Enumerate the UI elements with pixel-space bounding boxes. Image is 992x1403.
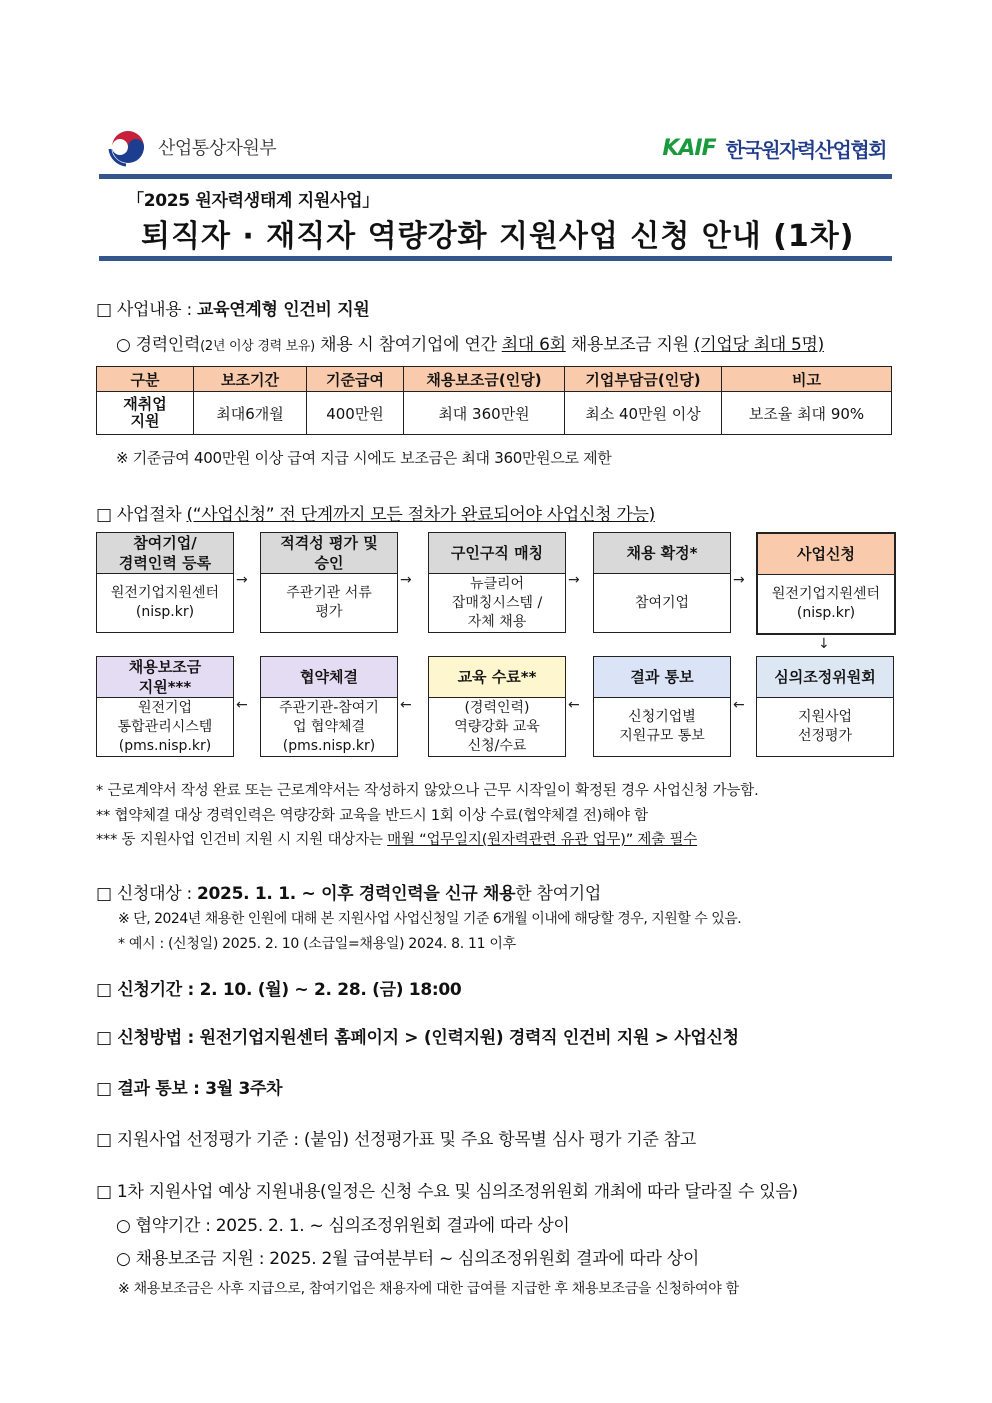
footnote-3: *** 동 지원사업 인건비 지원 시 지원 대상자는 매월 “업무일지(원자력관련 유관 업무)” 제출 필수 (96, 832, 698, 848)
expected-item-2: ○ 채용보조금 지원 : 2025. 2월 급여분부터 ~ 심의조정위원회 결과에 따라 상이 (116, 1249, 700, 1269)
step-education (428, 656, 566, 757)
step-hiring (593, 532, 731, 633)
step-notify (593, 656, 731, 757)
arrow-right-icon: → (400, 572, 412, 588)
target-note-2: * 예시 : (신청일) 2025. 2. 10 (소급일=채용일) 2024. 8. 11 이후 (118, 936, 516, 952)
step-matching-title: 구인구직 매칭 (429, 533, 565, 574)
table-header: 보조기간 (194, 367, 307, 392)
kaif-name: 한국원자력산업협회 (725, 138, 886, 162)
step-subsidy (96, 656, 234, 757)
step-eligibility-title: 적격성 평가 및 승인 (261, 533, 397, 574)
kaif-mark: KAIF (662, 136, 716, 161)
step-hiring-title: 채용 확정* (594, 533, 730, 574)
table-header: 구분 (97, 367, 194, 392)
table-header: 기준급여 (307, 367, 404, 392)
step-hiring-body: 참여기업 (634, 594, 690, 611)
step-agreement-body: 주관기관-참여기 업 협약체결 (pms.nisp.kr) (279, 699, 379, 754)
section-business-content: □ 사업내용 : 교육연계형 인건비 지원 (96, 300, 370, 320)
table-cell: 최대6개월 (194, 392, 307, 435)
table-cell: 400만원 (307, 392, 404, 435)
step-apply-title: 사업신청 (758, 534, 894, 575)
table-header: 기업부담금(인당) (565, 367, 722, 392)
taegeuk-emblem-icon (106, 125, 150, 169)
ministry-logo (106, 125, 276, 169)
step-register (96, 532, 234, 633)
step-register-body: 원전기업지원센터 (nisp.kr) (110, 585, 220, 620)
step-education-title: 교육 수료** (429, 657, 565, 698)
step-agreement-title: 협약체결 (261, 657, 397, 698)
section-method: □ 신청방법 : 원전기업지원센터 홈페이지 > (인력지원) 경력직 인건비 지원 > 사업신청 (96, 1028, 739, 1048)
header-rule-bottom (99, 256, 892, 261)
section-period: □ 신청기간 : 2. 10. (월) ~ 2. 28. (금) 18:00 (96, 980, 462, 1000)
arrow-right-icon: → (236, 572, 248, 588)
arrow-left-icon: ← (400, 697, 412, 713)
table-header-row (97, 367, 892, 392)
table-cell: 보조율 최대 90% (722, 392, 892, 435)
footnote-1: * 근로계약서 작성 완료 또는 근로계약서는 작성하지 않았으나 근무 시작일이 확정된 경우 사업신청 가능함. (96, 783, 759, 799)
step-committee-title: 심의조정위원회 (757, 657, 893, 698)
table-note: ※ 기준금여 400만원 이상 급여 지급 시에도 보조금은 최대 360만원으로 제한 (116, 449, 612, 467)
table-cell: 최소 40만원 이상 (565, 392, 722, 435)
step-education-body: (경력인력) 역량강화 교육 신청/수료 (454, 699, 540, 754)
table-row (97, 392, 892, 435)
header-rule-top (99, 174, 892, 179)
table-header: 채용보조금(인당) (404, 367, 565, 392)
page-subtitle: 「2025 원자력생태계 지원사업」 (127, 191, 379, 211)
section-business-detail: ○ 경력인력(2년 이상 경력 보유) 채용 시 참여기업에 연간 최대 6회 채용보조금 지원 (기업당 최대 5명) (116, 335, 825, 355)
step-matching (428, 532, 566, 633)
step-agreement (260, 656, 398, 757)
step-eligibility-body: 주관기관 서류 평가 (286, 585, 372, 620)
arrow-left-icon: ← (733, 697, 745, 713)
section-procedure: □ 사업절차 (“사업신청” 전 단계까지 모든 절차가 완료되어야 사업신청 가능) (96, 505, 655, 525)
step-committee (756, 656, 894, 757)
target-note-1: ※ 단, 2024년 채용한 인원에 대해 본 지원사업 사업신청일 기준 6개월 이내에 해당할 경우, 지원할 수 있음. (118, 911, 742, 927)
table-cell: 재취업 지원 (97, 392, 194, 435)
section-criteria: □ 지원사업 선정평가 기준 : (붙임) 선정평가표 및 주요 항목별 심사 평가 기준 참고 (96, 1130, 696, 1150)
expected-note: ※ 채용보조금은 사후 지급으로, 참여기업은 채용자에 대한 급여를 지급한 후 채용보조금을 신청하여야 함 (118, 1281, 739, 1297)
section-expected: □ 1차 지원사업 예상 지원내용(일정은 신청 수요 및 심의조정위원회 개최에 따라 달라질 수 있음) (96, 1182, 798, 1202)
step-eligibility (260, 532, 398, 633)
expected-item-1: ○ 협약기간 : 2025. 2. 1. ~ 심의조정위원회 결과에 따라 상이 (116, 1216, 570, 1236)
kaif-logo (662, 134, 886, 163)
step-apply (756, 532, 896, 635)
step-notify-title: 결과 통보 (594, 657, 730, 698)
step-apply-body: 원전기업지원센터 (nisp.kr) (771, 586, 881, 621)
section-target: □ 신청대상 : 2025. 1. 1. ~ 이후 경력인력을 신규 채용한 참여기업 (96, 884, 601, 904)
table-header: 비고 (722, 367, 892, 392)
step-register-title: 참여기업/ 경력인력 등록 (97, 533, 233, 574)
arrow-left-icon: ← (568, 697, 580, 713)
step-subsidy-body: 원전기업 통합관리시스템 (pms.nisp.kr) (117, 699, 213, 754)
step-matching-body: 뉴클리어 잡매칭시스템 / 자체 채용 (451, 575, 543, 630)
section-result: □ 결과 통보 : 3월 3주차 (96, 1079, 283, 1099)
page-title: 퇴직자 · 재직자 역량강화 지원사업 신청 안내 (1차) (141, 219, 855, 254)
step-committee-body: 지원사업 선정평가 (797, 709, 853, 744)
table-cell: 최대 360만원 (404, 392, 565, 435)
step-subsidy-title: 채용보조금 지원*** (97, 657, 233, 698)
support-table (96, 366, 892, 435)
arrow-right-icon: → (568, 572, 580, 588)
arrow-down-icon: ↓ (818, 636, 830, 652)
ministry-name: 산업통상자원부 (158, 138, 277, 159)
arrow-right-icon: → (733, 572, 745, 588)
arrow-left-icon: ← (236, 697, 248, 713)
step-notify-body: 신청기업별 지원규모 통보 (619, 709, 705, 744)
footnote-2: ** 협약체결 대상 경력인력은 역량강화 교육을 반드시 1회 이상 수료(협약체결 전)해야 함 (96, 808, 648, 824)
